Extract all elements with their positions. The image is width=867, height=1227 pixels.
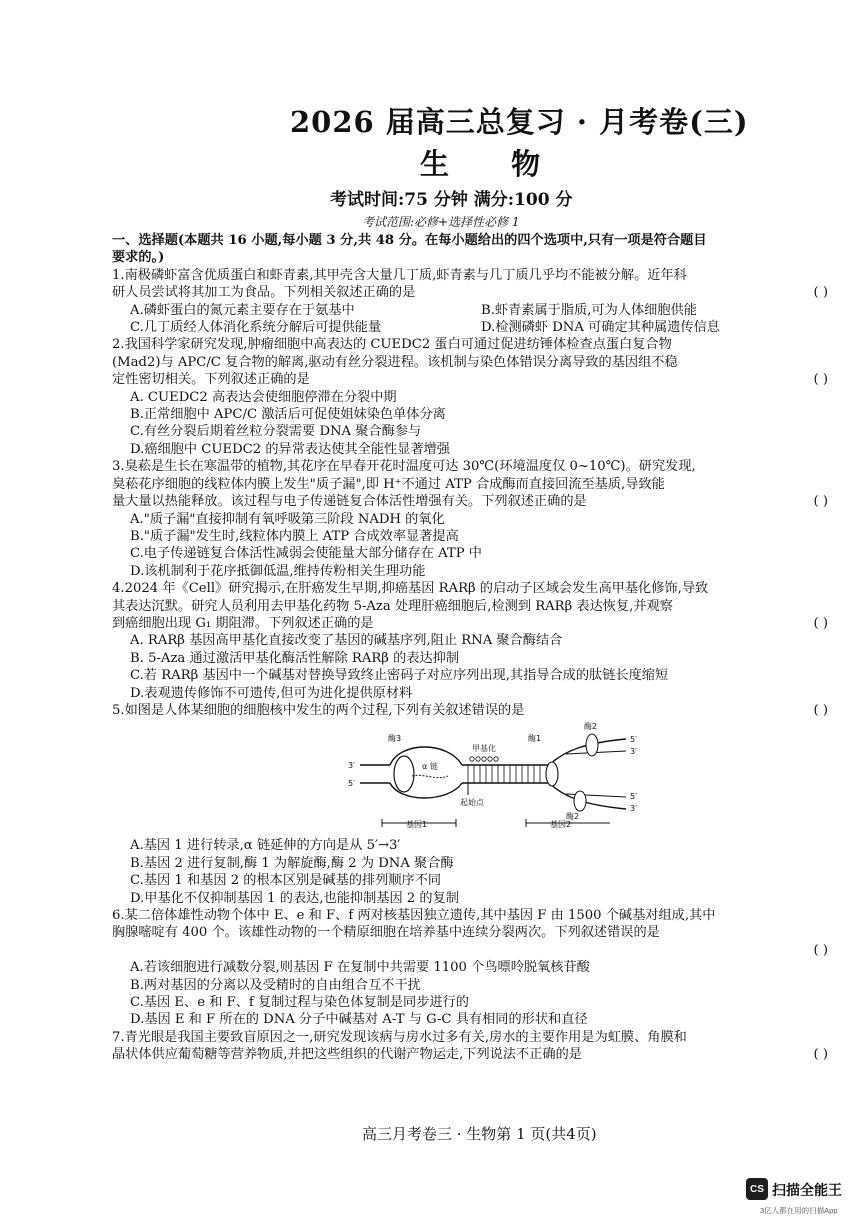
- option-d: D.表观遗传修饰不可遗传,但可为进化提供原材料: [130, 685, 413, 701]
- option-d: D.甲基化不仅抑制基因 1 的表达,也能抑制基因 2 的复制: [130, 890, 459, 906]
- label-gene1: 基因1: [406, 820, 428, 830]
- question-6: [112, 907, 832, 1029]
- option-b: B.虾青素属于脂质,可为人体细胞供能: [481, 302, 697, 318]
- exam-title: 2026 届高三总复习 · 月考卷(三): [290, 105, 749, 139]
- option-c: C.若 RARβ 基因中一个碱基对替换导致终止密码子对应序列出现,其指导合成的肽链长度缩短: [130, 668, 669, 684]
- dna-diagram: [112, 719, 832, 837]
- label-start-site: 起始点: [460, 798, 484, 808]
- question-text: 6.某二倍体雄性动物个体中 E、e 和 F、f 两对核基因独立遗传,其中基因 F 由 1500 个碱基对组成,其中: [112, 908, 716, 923]
- question-text: 胸腺嘧啶有 400 个。该雄性动物的一个精原细胞在培养基中连续分裂两次。下列叙述错误的是: [112, 925, 660, 941]
- question-text: 3.臭菘是生长在寒温带的植物,其花序在早春开花时温度可达 30℃(环境温度仅 0~10℃)。研究发现,: [112, 459, 696, 475]
- question-text: 量大量以热能释放。该过程与电子传递链复合体活性增强有关。下列叙述正确的是: [112, 494, 587, 510]
- question-text: 2.我国科学家研究发现,肿瘤细胞中高表达的 CUEDC2 蛋白可通过促进纺锤体检查点蛋白复合物: [112, 337, 672, 353]
- label-enzyme2-top: 酶2: [584, 722, 598, 732]
- scanner-watermark: [746, 1175, 866, 1223]
- option-a: A.若该细胞进行减数分裂,则基因 F 在复制中共需要 1100 个鸟嘌呤脱氧核苷酸: [130, 960, 590, 976]
- label-5prime-right-bottom: 5′: [630, 792, 637, 802]
- option-c: C.基因 1 和基因 2 的根本区别是碱基的排列顺序不同: [130, 873, 442, 889]
- option-d: D.检测磷虾 DNA 可确定其种属遗传信息: [481, 320, 720, 336]
- page-footer: 高三月考卷三 · 生物第 1 页(共4页): [362, 1125, 597, 1143]
- question-text: 到癌细胞出现 G₁ 期阻滞。下列叙述正确的是: [112, 615, 374, 631]
- question-text: 晶状体供应葡萄糖等营养物质,并把这些组织的代谢产物运走,下列说法不正确的是: [112, 1047, 582, 1063]
- question-text: 7.青光眼是我国主要致盲原因之一,研究发现该病与房水过多有关,房水的主要作用是为虹膜、角膜和: [112, 1029, 687, 1045]
- question-text: 5.如图是人体某细胞的细胞核中发生的两个过程,下列有关叙述错误的是: [112, 702, 525, 718]
- watermark-tagline: 3亿人都在用的扫描App: [760, 1206, 838, 1215]
- question-text: 研人员尝试将其加工为食品。下列相关叙述正确的是: [112, 285, 416, 301]
- label-alpha-chain: α 链: [422, 762, 438, 772]
- answer-blank: ( ): [813, 942, 828, 958]
- option-a: A.磷虾蛋白的氮元素主要存在于氨基中: [130, 302, 355, 318]
- label-5prime-left: 5′: [348, 779, 355, 789]
- label-gene2: 基因2: [550, 820, 572, 830]
- question-text: 臭菘花序细胞的线粒体内膜上发生"质子漏",即 H⁺不通过 ATP 合成酶而直接回流至基质,导致能: [112, 476, 665, 492]
- answer-blank: ( ): [813, 702, 828, 718]
- label-enzyme3: 酶3: [388, 734, 402, 744]
- exam-time-score: 考试时间:75 分钟 满分:100 分: [330, 190, 573, 210]
- option-d: D.基因 E 和 F 所在的 DNA 分子中碱基对 A-T 与 G-C 具有相同的形状和直径: [130, 1012, 588, 1028]
- answer-blank: ( ): [813, 615, 828, 631]
- label-enzyme2-bottom: 酶2: [566, 812, 580, 822]
- answer-blank: ( ): [813, 285, 828, 301]
- option-d: D.癌细胞中 CUEDC2 的异常表达使其全能性显著增强: [130, 441, 450, 457]
- exam-scope: 考试范围:必修+选择性必修 1: [362, 215, 520, 229]
- question-4: [112, 580, 832, 702]
- option-b: B.正常细胞中 APC/C 激活后可促使姐妹染色单体分离: [130, 407, 446, 423]
- option-a: A. CUEDC2 高表达会使细胞停滞在分裂中期: [130, 389, 397, 405]
- option-b: B."质子漏"发生时,线粒体内膜上 ATP 合成效率显著提高: [130, 528, 459, 544]
- option-c: C.电子传递链复合体活性减弱会使能量大部分储存在 ATP 中: [130, 546, 482, 562]
- question-3: [112, 458, 832, 580]
- answer-blank: ( ): [813, 1047, 828, 1063]
- question-text: 4.2024 年《Cell》研究揭示,在肝癌发生早期,抑癌基因 RARβ 的启动子区域会发生高甲基化修饰,导致: [112, 581, 709, 597]
- option-b: B.两对基因的分离以及受精时的自由组合互不干扰: [130, 977, 421, 993]
- option-c: C.几丁质经人体消化系统分解后可提供能量: [130, 320, 382, 336]
- question-text: (Mad2)与 APC/C 复合物的解离,驱动有丝分裂进程。该机制与染色体错误分离导致的基因组不稳: [112, 354, 678, 370]
- question-7: [112, 1029, 832, 1064]
- label-3prime-left: 3′: [348, 761, 355, 771]
- subject-title: 生 物: [420, 147, 567, 181]
- label-3prime-right-top: 3′: [630, 747, 637, 757]
- question-content: [112, 232, 832, 1064]
- section-heading: 一、选择题(本题共 16 小题,每小题 3 分,共 48 分。在每小题给出的四个选项中,只有一项是符合题目 要求的。): [112, 233, 707, 266]
- watermark-name: 扫描全能王: [772, 1182, 842, 1198]
- option-a: A.基因 1 进行转录,α 链延伸的方向是从 5′→3′: [130, 838, 401, 854]
- option-a: A. RARβ 基因高甲基化直接改变了基因的碱基序列,阻止 RNA 聚合酶结合: [130, 633, 563, 649]
- answer-blank: ( ): [813, 494, 828, 510]
- option-b: B.基因 2 进行复制,酶 1 为解旋酶,酶 2 为 DNA 聚合酶: [130, 855, 454, 871]
- option-c: C.有丝分裂后期着丝粒分裂需要 DNA 聚合酶参与: [130, 424, 422, 440]
- option-d: D.该机制利于花序抵御低温,维持传粉相关生理功能: [130, 563, 426, 579]
- option-a: A."质子漏"直接抑制有氧呼吸第三阶段 NADH 的氧化: [130, 511, 445, 527]
- camscanner-logo-icon: CS: [746, 1178, 768, 1200]
- label-5prime-right-top: 5′: [630, 735, 637, 745]
- label-enzyme1: 酶1: [528, 734, 542, 744]
- question-5: [112, 702, 832, 907]
- question-text: 定性密切相关。下列叙述正确的是: [112, 372, 310, 388]
- option-c: C.基因 E、e 和 F、f 复制过程与染色体复制是同步进行的: [130, 995, 469, 1011]
- dna-process-figure: [344, 721, 644, 833]
- question-1: [112, 267, 832, 337]
- option-b: B. 5-Aza 通过激活甲基化酶活性解除 RARβ 的表达抑制: [130, 650, 460, 666]
- label-3prime-right-bottom: 3′: [630, 804, 637, 814]
- question-2: [112, 336, 832, 458]
- answer-blank: ( ): [813, 372, 828, 388]
- label-methylation: 甲基化: [472, 744, 496, 754]
- question-text: 1.南极磷虾富含优质蛋白和虾青素,其甲壳含大量几丁质,虾青素与几丁质几乎均不能被分解。近年科: [112, 267, 687, 283]
- question-text: 其表达沉默。研究人员利用去甲基化药物 5-Aza 处理肝癌细胞后,检测到 RARβ 表达恢复,并观察: [112, 598, 673, 614]
